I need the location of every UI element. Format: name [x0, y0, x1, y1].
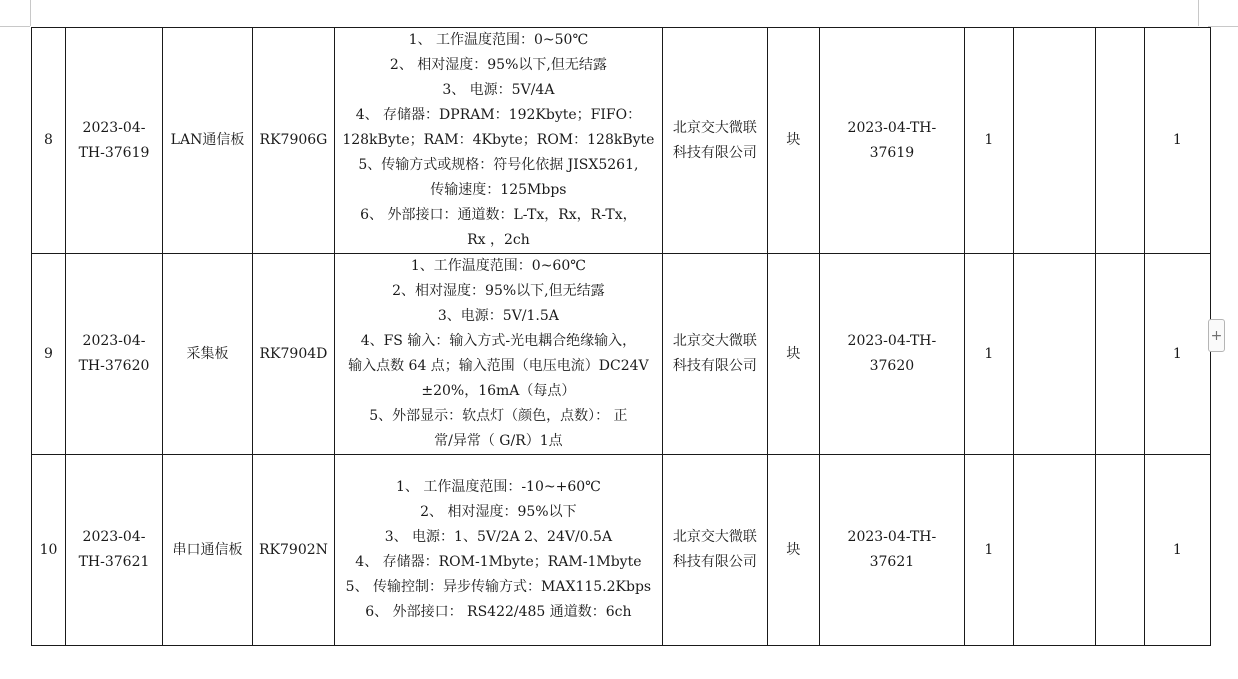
unit: 块 — [767, 254, 819, 455]
page-margin-corner-left-v — [30, 0, 31, 26]
spec-line: 输入点数 64 点；输入范围（电压电流）DC24V — [348, 358, 649, 374]
manufacturer: 北京交大微联科技有限公司 — [662, 28, 767, 254]
spec-line: 1、 工作温度范围：-10~+60℃ — [395, 479, 601, 495]
row-index: 8 — [32, 28, 66, 254]
equipment-table — [31, 27, 1211, 646]
spec-line: 5、外部显示：软点灯（颜色，点数）： 正 — [369, 408, 628, 424]
spec-line: 1、 工作温度范围：0~50℃ — [408, 32, 589, 48]
spec-list — [334, 28, 662, 254]
quantity: 1 — [964, 455, 1013, 646]
item-code: 2023-04-TH-37621 — [66, 455, 163, 646]
plus-icon: + — [1210, 327, 1223, 344]
spec-line: 6、 外部接口：通道数：L-Tx，Rx，R-Tx， — [360, 207, 637, 223]
empty-cell — [1095, 455, 1144, 646]
table-row — [32, 455, 1211, 646]
page-margin-corner-right — [1208, 26, 1238, 27]
spec-line: 2、 相对湿度：95%以下,但无结露 — [389, 57, 607, 73]
serial-number: 2023-04-TH-37619 — [819, 28, 964, 254]
spec-line: 4、FS 输入：输入方式-光电耦合绝缘输入， — [360, 333, 637, 349]
table-row — [32, 28, 1211, 254]
serial-number: 2023-04-TH-37620 — [819, 254, 964, 455]
serial-number: 2023-04-TH-37621 — [819, 455, 964, 646]
spec-line: 3、 电源：5V/4A — [442, 82, 555, 98]
total-quantity: 1 — [1144, 254, 1210, 455]
add-row-button[interactable] — [1208, 319, 1225, 352]
spec-line: 2、 相对湿度：95%以下 — [420, 504, 577, 520]
spec-list — [334, 254, 662, 455]
spec-line: 3、电源：5V/1.5A — [437, 308, 559, 324]
model-number: RK7904D — [253, 254, 335, 455]
item-name: LAN通信板 — [163, 28, 253, 254]
spec-list — [334, 455, 662, 646]
empty-cell — [1013, 28, 1095, 254]
empty-cell — [1095, 254, 1144, 455]
model-number: RK7902N — [253, 455, 335, 646]
spec-line: 1、工作温度范围：0~60℃ — [410, 258, 586, 274]
spec-line: 2、相对湿度：95%以下,但无结露 — [392, 283, 605, 299]
spec-line: 4、 存储器：DPRAM：192Kbyte；FIFO： — [355, 107, 642, 123]
spec-line: 3、 电源：1、5V/2A 2、24V/0.5A — [384, 529, 613, 545]
row-index: 9 — [32, 254, 66, 455]
total-quantity: 1 — [1144, 28, 1210, 254]
unit: 块 — [767, 28, 819, 254]
item-name: 采集板 — [163, 254, 253, 455]
spec-line: 128kByte；RAM：4Kbyte；ROM：128kByte — [342, 132, 655, 148]
manufacturer: 北京交大微联科技有限公司 — [662, 455, 767, 646]
manufacturer: 北京交大微联科技有限公司 — [662, 254, 767, 455]
row-index: 10 — [32, 455, 66, 646]
quantity: 1 — [964, 28, 1013, 254]
page-margin-corner-right-v — [1198, 0, 1199, 26]
spec-line: 4、 存储器：ROM-1Mbyte；RAM-1Mbyte — [355, 554, 642, 570]
empty-cell — [1013, 254, 1095, 455]
item-code: 2023-04-TH-37620 — [66, 254, 163, 455]
spec-line: 6、 外部接口： RS422/485 通道数：6ch — [365, 604, 632, 620]
empty-cell — [1095, 28, 1144, 254]
item-code: 2023-04-TH-37619 — [66, 28, 163, 254]
model-number: RK7906G — [253, 28, 335, 254]
total-quantity: 1 — [1144, 455, 1210, 646]
spec-line: Rx ，2ch — [467, 232, 530, 248]
table-row — [32, 254, 1211, 455]
quantity: 1 — [964, 254, 1013, 455]
spec-line: 5、 传输控制：异步传输方式：MAX115.2Kbps — [345, 579, 652, 595]
spec-line: 常/异常（ G/R）1点 — [434, 433, 563, 449]
page-margin-corner-left — [0, 26, 30, 27]
empty-cell — [1013, 455, 1095, 646]
spec-line: 传输速度：125Mbps — [430, 182, 567, 198]
spec-line: ±20%，16mA（每点） — [421, 383, 576, 399]
unit: 块 — [767, 455, 819, 646]
item-name: 串口通信板 — [163, 455, 253, 646]
spec-line: 5、传输方式或规格：符号化依据 JISX5261, — [358, 157, 639, 173]
